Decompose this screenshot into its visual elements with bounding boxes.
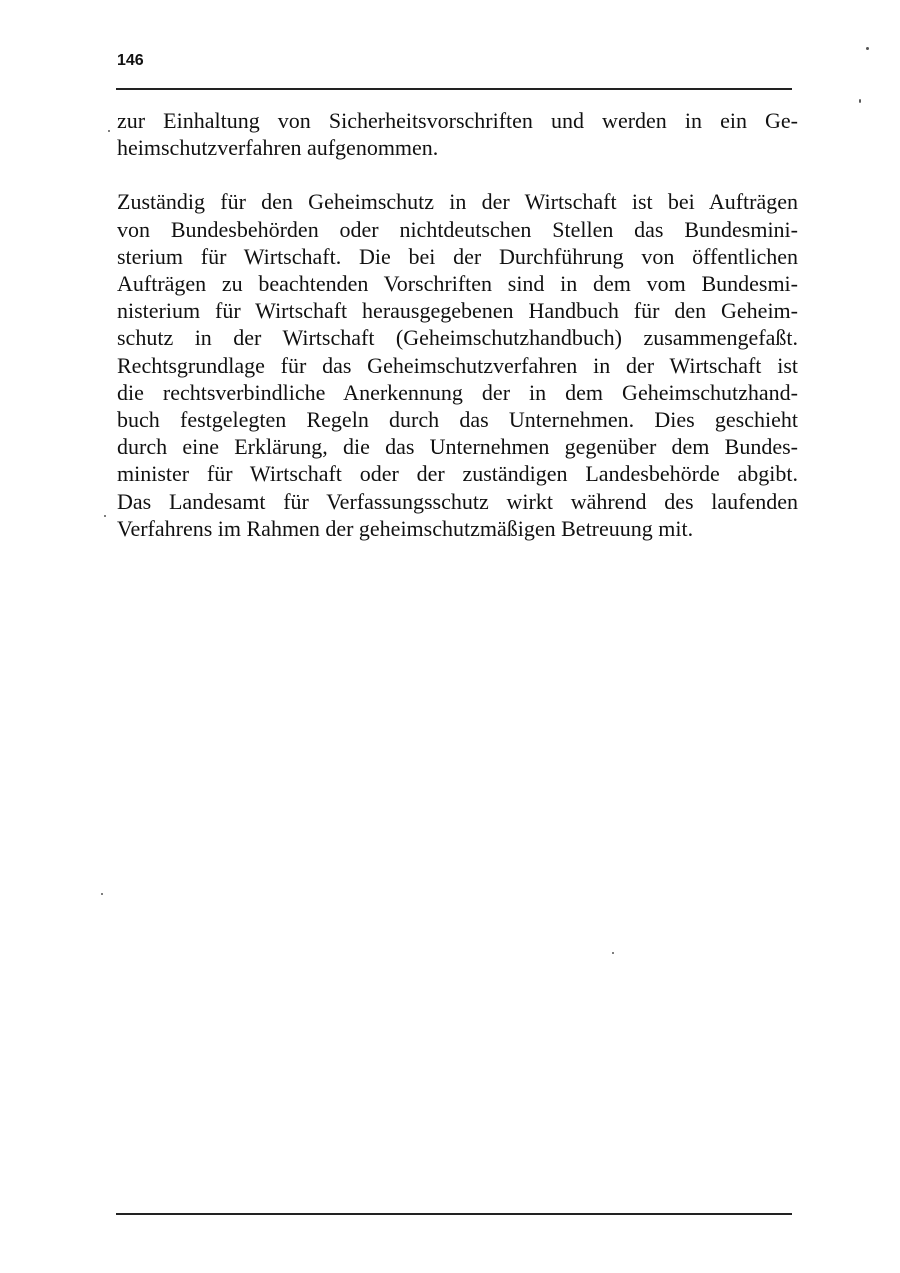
text-line: Rechtsgrundlage für das Geheimschutzverfahren in der Wirtschaft ist: [117, 352, 798, 378]
text-line: durch eine Erklärung, die das Unternehmen gegenüber dem Bundes-: [117, 434, 798, 460]
scan-speck: [866, 47, 869, 50]
paragraph-geheimschutz: [117, 188, 798, 542]
scan-speck: [612, 952, 614, 954]
body-text: [117, 107, 798, 542]
paragraph-continuation: [117, 107, 798, 161]
text-line: heimschutzverfahren aufgenommen.: [117, 135, 439, 161]
scan-speck: [859, 99, 861, 103]
scan-speck: [101, 893, 103, 895]
page-number: 146: [117, 52, 144, 69]
text-line: von Bundesbehörden oder nichtdeutschen Stellen das Bundesmini-: [117, 216, 798, 242]
scan-speck: [108, 130, 110, 132]
text-line: minister für Wirtschaft oder der zuständigen Landesbehörde abgibt.: [117, 461, 798, 487]
header-rule: [116, 88, 792, 90]
scan-speck: [104, 515, 106, 517]
text-line: die rechtsverbindliche Anerkennung der in dem Geheimschutzhand-: [117, 379, 798, 405]
text-line: Das Landesamt für Verfassungsschutz wirkt während des laufenden: [117, 488, 798, 514]
paragraph-gap: [117, 161, 798, 188]
text-line: Zuständig für den Geheimschutz in der Wirtschaft ist bei Aufträgen: [117, 189, 798, 215]
footer-rule: [116, 1213, 792, 1215]
text-line: zur Einhaltung von Sicherheitsvorschriften und werden in ein Ge-: [117, 108, 798, 133]
text-line: nisterium für Wirtschaft herausgegebenen Handbuch für den Geheim-: [117, 298, 798, 324]
text-line: Aufträgen zu beachtenden Vorschriften sind in dem vom Bundesmi-: [117, 271, 798, 297]
text-line: sterium für Wirtschaft. Die bei der Durchführung von öffentlichen: [117, 243, 798, 269]
text-line: Verfahrens im Rahmen der geheimschutzmäßigen Betreuung mit.: [117, 515, 694, 541]
text-line: schutz in der Wirtschaft (Geheimschutzhandbuch) zusammengefaßt.: [117, 325, 798, 351]
text-line: buch festgelegten Regeln durch das Unternehmen. Dies geschieht: [117, 407, 798, 433]
